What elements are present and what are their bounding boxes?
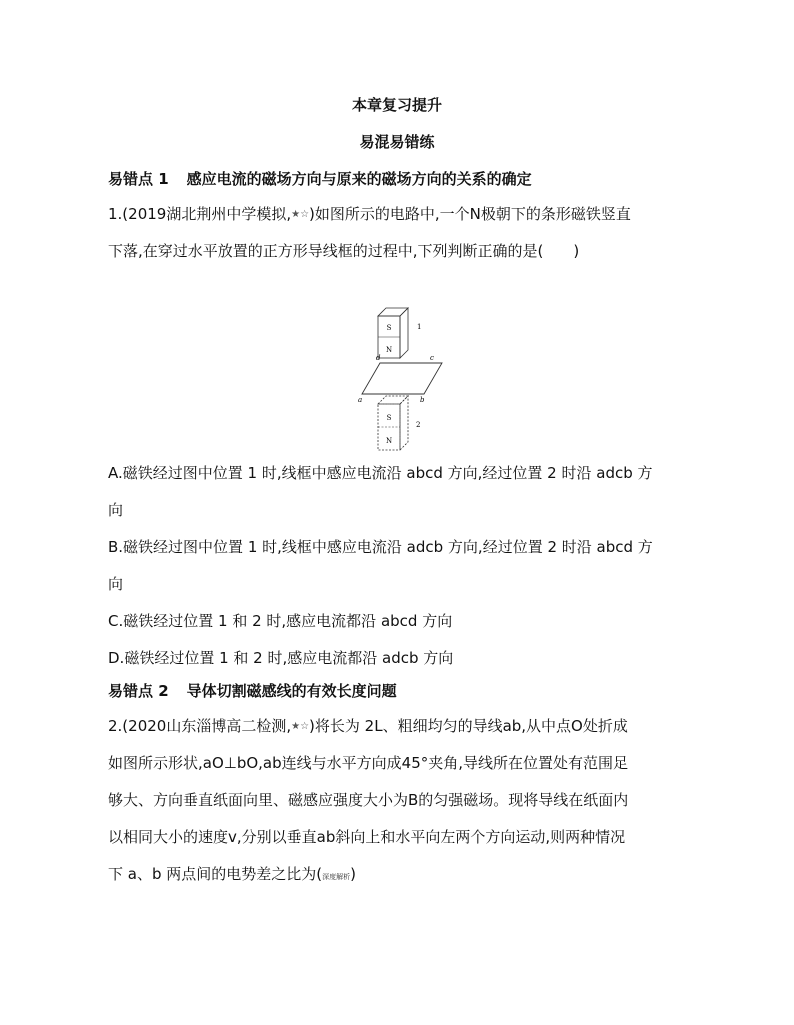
- option-a-line-2: 向: [108, 501, 124, 519]
- question-2-ending: 下 a、b 两点间的电势差之比为(: [108, 865, 323, 883]
- corner-d-label: d: [376, 354, 381, 362]
- section-text-2: 导体切割磁感线的有效长度问题: [186, 682, 397, 700]
- question-1: [108, 196, 688, 270]
- option-b-line-1: B.磁铁经过图中位置 1 时,线框中感应电流沿 adcb 方向,经过位置 2 时沿 abcd 方: [108, 538, 653, 556]
- section-label-1: 易错点 1: [108, 170, 169, 188]
- question-1-line-2: 下落,在穿过水平放置的正方形导线框的过程中,下列判断正确的是( ): [108, 242, 580, 260]
- deep-analysis-tag: 深度解析: [322, 873, 351, 881]
- question-2-close-paren: ): [350, 865, 356, 883]
- question-2-line-2: 如图所示形状,aO⊥bO,ab连线与水平方向成45°夹角,导线所在位置处有范围足: [108, 754, 629, 772]
- option-c: C.磁铁经过位置 1 和 2 时,感应电流都沿 abcd 方向: [108, 612, 453, 630]
- question-2-line-1: [108, 708, 688, 745]
- option-d: D.磁铁经过位置 1 和 2 时,感应电流都沿 adcb 方向: [108, 649, 454, 667]
- section-label-2: 易错点 2: [108, 682, 169, 700]
- magnet-position-2: [378, 396, 420, 450]
- magnet-position-1: [378, 308, 421, 358]
- magnet-loop-figure: [356, 306, 448, 452]
- option-b-line-2: 向: [108, 575, 124, 593]
- question-2-source: 2.(2020山东淄博高二检测,: [108, 717, 292, 735]
- wire-loop: [358, 354, 442, 404]
- question-2-line-5: [108, 856, 688, 893]
- corner-b-label: b: [420, 396, 425, 404]
- question-1-stem-start: )如图所示的电路中,一个N极朝下的条形磁铁竖直: [309, 205, 631, 223]
- corner-a-label: a: [358, 396, 363, 404]
- difficulty-stars-icon-2: ★☆: [291, 721, 310, 732]
- option-a-line-1: A.磁铁经过图中位置 1 时,线框中感应电流沿 abcd 方向,经过位置 2 时沿 adcb 方: [108, 464, 653, 482]
- question-2-line-3: 够大、方向垂直纸面向里、磁感应强度大小为B的匀强磁场。现将导线在纸面内: [108, 791, 629, 809]
- magnet-1-n-label: N: [385, 346, 393, 354]
- magnet-2-n-label: N: [385, 437, 393, 445]
- page-title: 本章复习提升: [351, 96, 442, 114]
- question-1-line-1: [108, 196, 688, 233]
- question-2-stem-start: )将长为 2L、粗细均匀的导线ab,从中点O处折成: [309, 717, 628, 735]
- page-subtitle: 易混易错练: [359, 133, 435, 151]
- magnet-1-s-label: S: [386, 324, 392, 332]
- section-heading-1: [108, 168, 532, 189]
- section-heading-2: [108, 680, 397, 701]
- question-2-line-4: 以相同大小的速度v,分别以垂直ab斜向上和水平向左两个方向运动,则两种情况: [108, 828, 626, 846]
- difficulty-stars-icon: ★☆: [291, 209, 310, 220]
- answer-options-1: [108, 455, 688, 677]
- position-1-label: 1: [417, 323, 422, 331]
- position-2-label: 2: [416, 421, 421, 429]
- question-2: [108, 708, 688, 893]
- magnet-2-s-label: S: [386, 414, 392, 422]
- question-1-source: 1.(2019湖北荆州中学模拟,: [108, 205, 292, 223]
- corner-c-label: c: [430, 354, 434, 362]
- section-text-1: 感应电流的磁场方向与原来的磁场方向的关系的确定: [186, 170, 532, 188]
